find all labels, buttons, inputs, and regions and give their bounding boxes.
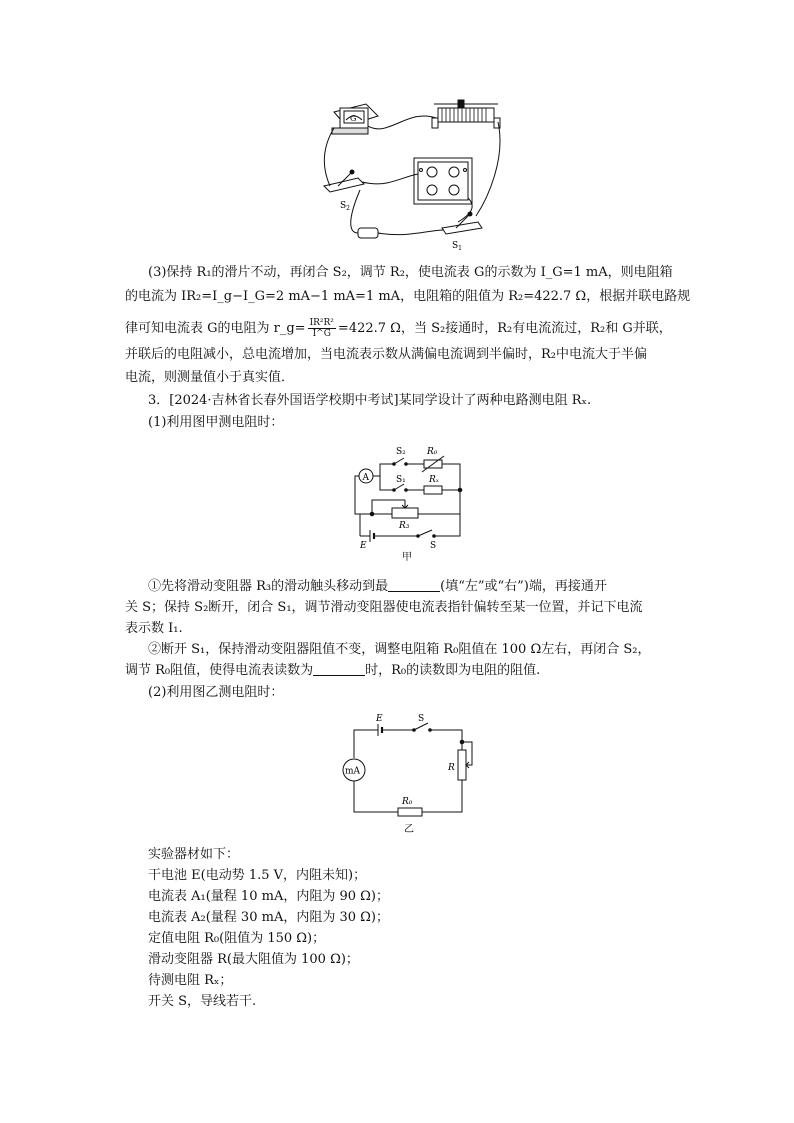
p3-line4: 并联后的电阻减小，总电流增加，当电流表示数从满偏电流调到半偏时，R₂中电流大于半偏 — [125, 347, 648, 362]
fraction-numerator: IR²R² — [309, 318, 334, 328]
rx-label: Rₓ — [429, 475, 439, 485]
r0-label: R₀ — [427, 447, 438, 457]
e-label: E — [360, 541, 367, 551]
s-label: S — [418, 714, 425, 724]
p3-line5: 电流，则测量值小于真实值． — [125, 370, 295, 385]
s2-label: $S_2$ — [340, 201, 350, 212]
milliammeter-label: mA — [345, 766, 361, 777]
step2-line2 — [125, 662, 540, 680]
r-label: R — [448, 763, 455, 773]
fraction-denominator: I^G — [312, 329, 331, 339]
p3-line3 — [125, 318, 672, 339]
equipment-item: 开关 S，导线若干. — [148, 994, 257, 1009]
r3-rheostat-icon — [392, 508, 418, 518]
step1-line1 — [148, 578, 607, 596]
p3-line3-a: 律可知电流表 G的电阻为 r_g= — [125, 321, 306, 336]
equipment-item: 定值电阻 R₀(阻值为 150 Ω)； — [148, 931, 326, 946]
step2-text-c: 时，R₀的读数即为电阻的阻值. — [365, 663, 541, 678]
step1-text-b: (填“左”或“右”)端，再接通开 — [440, 579, 607, 594]
answer-blank-1[interactable] — [388, 579, 440, 592]
s2-label: S₂ — [396, 447, 406, 457]
e-label: E — [376, 714, 383, 724]
q3-part1: (1)利用图甲测电阻时： — [148, 415, 284, 430]
equipment-item: 滑动变阻器 R(最大阻值为 100 Ω)； — [148, 952, 359, 967]
step2-text-b: 调节 R₀阻值，使得电流表读数为 — [125, 663, 314, 678]
r0-label: R₀ — [402, 797, 413, 807]
circuit-yi-figure — [334, 708, 474, 836]
answer-blank-2[interactable] — [313, 663, 365, 676]
p3-line3-b: =422.7 Ω，当 S₂接通时，R₂有电流流过，R₂和 G并联， — [337, 321, 672, 336]
switch-s1-icon — [442, 222, 482, 234]
galvanometer-label: G — [350, 114, 357, 123]
figure-caption-jia: 甲 — [402, 552, 412, 563]
step2-line1: ②断开 S₁，保持滑动变阻器阻值不变，调整电阻箱 R₀阻值在 100 Ω左右，再闭合 S₂， — [148, 642, 651, 657]
step1-line2: 关 S；保持 S₂断开，闭合 S₁，调节滑动变阻器使电流表指针偏转至某一位置，并记下电流 — [125, 600, 643, 615]
battery-icon — [358, 228, 378, 238]
resistance-box-icon — [414, 158, 472, 204]
fraction — [308, 318, 336, 339]
equipment-title: 实验器材如下： — [148, 847, 240, 862]
ammeter-label: A — [362, 473, 369, 483]
step1-line3: 表示数 I₁. — [125, 621, 183, 636]
circuit-jia-figure — [352, 440, 464, 566]
r0-resistor-icon — [398, 808, 422, 816]
s1-label: $S_1$ — [452, 241, 462, 252]
equipment-item: 电流表 A₁(量程 10 mA，内阻为 90 Ω)； — [148, 889, 389, 904]
rx-resistor-icon — [424, 486, 442, 494]
apparatus-figure — [318, 98, 508, 258]
s1-label: S₁ — [396, 475, 406, 485]
r3-label: R₃ — [399, 521, 410, 531]
q3-title: 3．[2024·吉林省长春外国语学校期中考试]某同学设计了两种电路测电阻 Rₓ. — [148, 393, 592, 408]
p3-line2: 的电流为 IR₂=I_g−I_G=2 mA−1 mA=1 mA，电阻箱的阻值为 R₂=422.7 Ω，根据并联电路规 — [125, 289, 691, 304]
equipment-item: 待测电阻 Rₓ； — [148, 973, 233, 988]
q3-part2: (2)利用图乙测电阻时： — [148, 685, 284, 700]
equipment-item: 电流表 A₂(量程 30 mA，内阻为 30 Ω)； — [148, 910, 389, 925]
equipment-item: 干电池 E(电动势 1.5 V，内阻未知)； — [148, 868, 367, 883]
step1-text-a: ①先将滑动变阻器 R₃的滑动触头移动到最 — [148, 579, 389, 594]
rheostat-r-icon — [458, 750, 466, 780]
figure-caption-yi: 乙 — [404, 824, 414, 835]
s-label: S — [430, 541, 437, 551]
p3-line1: (3)保持 R₁的滑片不动，再闭合 S₂，调节 R₂，使电流表 G的示数为 I_G=1 mA，则电阻箱 — [148, 265, 673, 280]
